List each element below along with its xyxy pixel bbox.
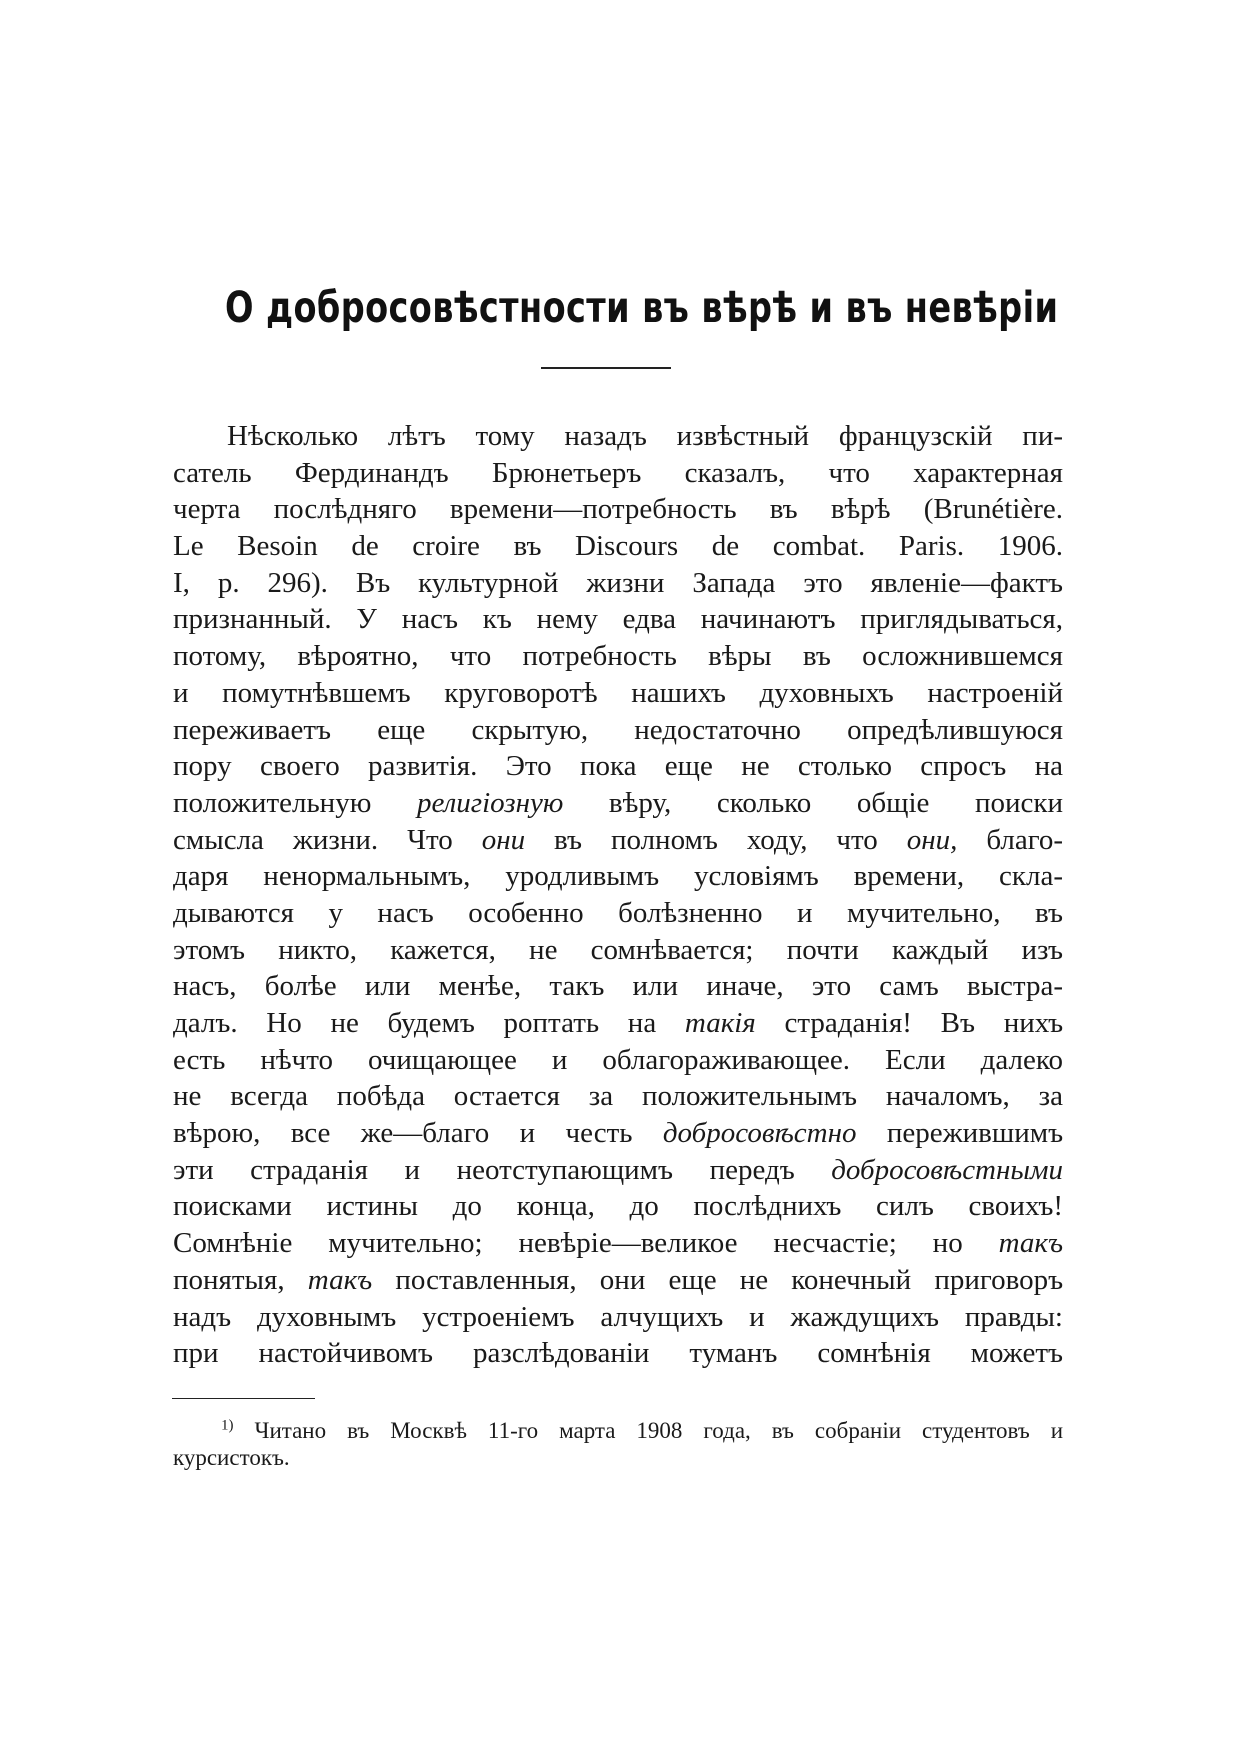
text-line: черта послѣдняго времени—потребность въ вѣрѣ (Brunétière. xyxy=(173,493,1063,526)
footnote-line: курсистокъ. xyxy=(173,1445,290,1470)
text-line: насъ, болѣе или менѣе, такъ или иначе, это самъ выстра- xyxy=(173,970,1063,1003)
text-line: при настойчивомъ разслѣдованіи туманъ сомнѣнія можетъ xyxy=(173,1337,1063,1370)
emphasis-text: добросовѣстно xyxy=(662,1117,857,1150)
text-line: Сомнѣніе мучительно; невѣріе—великое несчастіе; но такъ xyxy=(173,1227,1064,1260)
emphasis-text: они xyxy=(481,823,526,856)
text-line: даря ненормальнымъ, уродливымъ условіямъ времени, скла- xyxy=(173,860,1063,893)
text-line: есть нѣчто очищающее и облагораживающее. Если далеко xyxy=(173,1043,1063,1076)
text-line: этомъ никто, кажется, не сомнѣвается; почти каждый изъ xyxy=(173,933,1063,966)
text-line: положительную религіозную вѣру, сколько общіе поиски xyxy=(173,786,1064,819)
text-line: далъ. Но не будемъ роптать на такія страданія! Въ нихъ xyxy=(173,1007,1064,1039)
emphasis-text: добросовѣстными xyxy=(831,1153,1064,1186)
text-line: признанный. У насъ къ нему едва начинаютъ приглядываться, xyxy=(173,603,1063,636)
title-divider xyxy=(541,367,671,369)
text-line: сатель Фердинандъ Брюнетьеръ сказалъ, что характерная xyxy=(173,456,1063,489)
emphasis-text: религіозную xyxy=(416,786,564,819)
emphasis-text: такія xyxy=(684,1007,756,1039)
footnote-text: Читано въ Москвѣ 11-го марта 1908 года, въ собраніи студентовъ и xyxy=(254,1418,1064,1443)
text-line: переживаетъ еще скрытую, недостаточно опредѣлившуюся xyxy=(173,713,1063,746)
text-line: Le Besoin de croire въ Discours de combat. Paris. 1906. xyxy=(173,530,1063,563)
text-line: понятыя, такъ поставленныя, они еще не конечный приговоръ xyxy=(173,1263,1064,1296)
text-line: Нѣсколько лѣтъ тому назадъ извѣстный французскій пи- xyxy=(227,420,1063,452)
text-line: пору своего развитія. Это пока еще не столько спросъ на xyxy=(173,750,1063,783)
body-text xyxy=(173,418,1063,1372)
text-line: I, p. 296). Въ культурной жизни Запада это явленіе—фактъ xyxy=(173,566,1063,599)
text-line: надъ духовнымъ устроеніемъ алчущихъ и жаждущихъ правды: xyxy=(173,1300,1063,1333)
emphasis-text: такъ xyxy=(307,1263,373,1296)
text-line: и помутнѣвшемъ круговоротѣ нашихъ духовныхъ настроеній xyxy=(173,676,1063,709)
text-line: эти страданія и неотступающимъ передъ добросовѣстными xyxy=(173,1153,1064,1186)
text-line: потому, вѣроятно, что потребность вѣры въ осложнившемся xyxy=(173,640,1063,673)
emphasis-text: такъ xyxy=(998,1227,1064,1260)
text-line: смысла жизни. Что они въ полномъ ходу, что они, благо- xyxy=(173,823,1064,856)
footnote xyxy=(173,1417,1063,1471)
text-line: не всегда побѣда остается за положительнымъ началомъ, за xyxy=(173,1080,1063,1113)
footnote-marker: 1) xyxy=(221,1417,234,1434)
text-line: поисками истины до конца, до послѣднихъ силъ своихъ! xyxy=(173,1190,1063,1223)
text-line: вѣрою, все же—благо и честь добросовѣстно пережившимъ xyxy=(173,1117,1064,1150)
page-title: О добросовѣстности въ вѣрѣ и въ невѣріи xyxy=(225,283,1059,333)
text-line: дываются у насъ особенно болѣзненно и мучительно, въ xyxy=(173,896,1063,929)
footnote-line xyxy=(173,1417,1063,1444)
footnote-divider xyxy=(172,1398,315,1399)
emphasis-text: они, xyxy=(906,823,958,856)
